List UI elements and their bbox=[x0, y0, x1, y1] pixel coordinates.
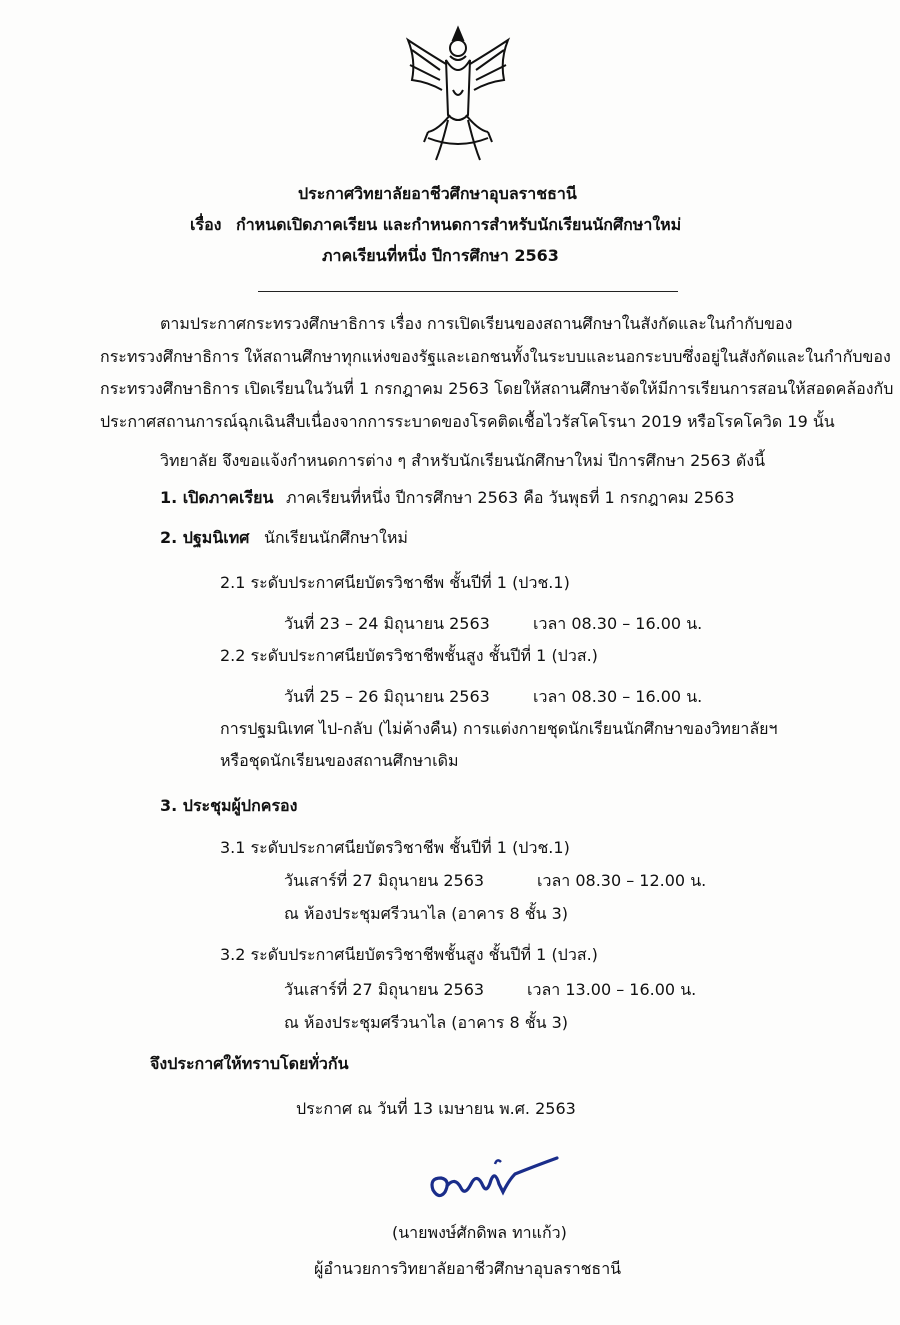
signature-icon bbox=[425, 1150, 565, 1210]
title-divider bbox=[258, 291, 678, 292]
item2-text: นักเรียนนักศึกษาใหม่ bbox=[264, 528, 408, 547]
item3-1-time: เวลา 08.30 – 12.00 น. bbox=[537, 871, 707, 890]
intro-paragraph: วิทยาลัย จึงขอแจ้งกำหนดการต่าง ๆ สำหรับนักเรียนนักศึกษาใหม่ ปีการศึกษา 2563 ดังนี้ bbox=[160, 451, 766, 470]
item2-note: การปฐมนิเทศ ไป-กลับ (ไม่ค้างคืน) การแต่งกายชุดนักเรียนนักศึกษาของวิทยาลัยฯ bbox=[220, 719, 778, 738]
paragraph-line: กระทรวงศึกษาธิการ เปิดเรียนในวันที่ 1 กรกฎาคม 2563 โดยให้สถานศึกษาจัดให้มีการเรียนการสอนให้สอดคล้องกับ bbox=[100, 379, 894, 398]
item2-heading: 2. ปฐมนิเทศ bbox=[160, 528, 250, 547]
item2-2-level: 2.2 ระดับประกาศนียบัตรวิชาชีพชั้นสูง ชั้นปีที่ 1 (ปวส.) bbox=[220, 646, 598, 665]
paragraph-line: ประกาศสถานการณ์ฉุกเฉินสืบเนื่องจากการระบาดของโรคติดเชื้อไวรัสโคโรนา 2019 หรือโรคโควิด 19 นั้น bbox=[100, 412, 835, 431]
item3-2-time: เวลา 13.00 – 16.00 น. bbox=[527, 980, 697, 999]
subject-label: เรื่อง bbox=[190, 215, 222, 234]
announcement-title: ประกาศวิทยาลัยอาชีวศึกษาอุบลราชธานี bbox=[298, 184, 577, 203]
item3-2-level: 3.2 ระดับประกาศนียบัตรวิชาชีพชั้นสูง ชั้นปีที่ 1 (ปวส.) bbox=[220, 945, 598, 964]
item2-2-date: วันที่ 25 – 26 มิถุนายน 2563 bbox=[284, 687, 490, 706]
subject-title: กำหนดเปิดภาคเรียน และกำหนดการสำหรับนักเรียนนักศึกษาใหม่ bbox=[236, 215, 682, 234]
item2-note: หรือชุดนักเรียนของสถานศึกษาเดิม bbox=[220, 751, 459, 770]
item3-2-place: ณ ห้องประชุมศรีวนาไล (อาคาร 8 ชั้น 3) bbox=[284, 1013, 569, 1032]
item3-1-level: 3.1 ระดับประกาศนียบัตรวิชาชีพ ชั้นปีที่ 1 (ปวช.1) bbox=[220, 838, 570, 857]
signatory-name: (นายพงษ์ศักดิพล ทาแก้ว) bbox=[392, 1223, 567, 1242]
semester-title: ภาคเรียนที่หนึ่ง ปีการศึกษา 2563 bbox=[322, 246, 559, 265]
item3-heading: 3. ประชุมผู้ปกครอง bbox=[160, 796, 298, 815]
garuda-emblem-icon bbox=[398, 20, 518, 170]
paragraph-line: กระทรวงศึกษาธิการ ให้สถานศึกษาทุกแห่งของรัฐและเอกชนทั้งในระบบและนอกระบบซึ่งอยู่ในสังกัดและในกำกับของ bbox=[100, 347, 891, 366]
item3-2-date: วันเสาร์ที่ 27 มิถุนายน 2563 bbox=[284, 980, 485, 999]
item2-1-level: 2.1 ระดับประกาศนียบัตรวิชาชีพ ชั้นปีที่ 1 (ปวช.1) bbox=[220, 573, 570, 592]
item2-1-time: เวลา 08.30 – 16.00 น. bbox=[533, 614, 703, 633]
item2-1-date: วันที่ 23 – 24 มิถุนายน 2563 bbox=[284, 614, 490, 633]
paragraph-line: ตามประกาศกระทรวงศึกษาธิการ เรื่อง การเปิดเรียนของสถานศึกษาในสังกัดและในกำกับของ bbox=[160, 314, 793, 333]
signatory-position: ผู้อำนวยการวิทยาลัยอาชีวศึกษาอุบลราชธานี bbox=[314, 1259, 622, 1278]
item3-1-place: ณ ห้องประชุมศรีวนาไล (อาคาร 8 ชั้น 3) bbox=[284, 904, 569, 923]
item2-2-time: เวลา 08.30 – 16.00 น. bbox=[533, 687, 703, 706]
item1-text: ภาคเรียนที่หนึ่ง ปีการศึกษา 2563 คือ วันพุธที่ 1 กรกฎาคม 2563 bbox=[286, 488, 735, 507]
item3-1-date: วันเสาร์ที่ 27 มิถุนายน 2563 bbox=[284, 871, 485, 890]
item1-heading: 1. เปิดภาคเรียน bbox=[160, 488, 274, 507]
announcement-date: ประกาศ ณ วันที่ 13 เมษายน พ.ศ. 2563 bbox=[296, 1099, 576, 1118]
closing-statement: จึงประกาศให้ทราบโดยทั่วกัน bbox=[150, 1054, 349, 1073]
